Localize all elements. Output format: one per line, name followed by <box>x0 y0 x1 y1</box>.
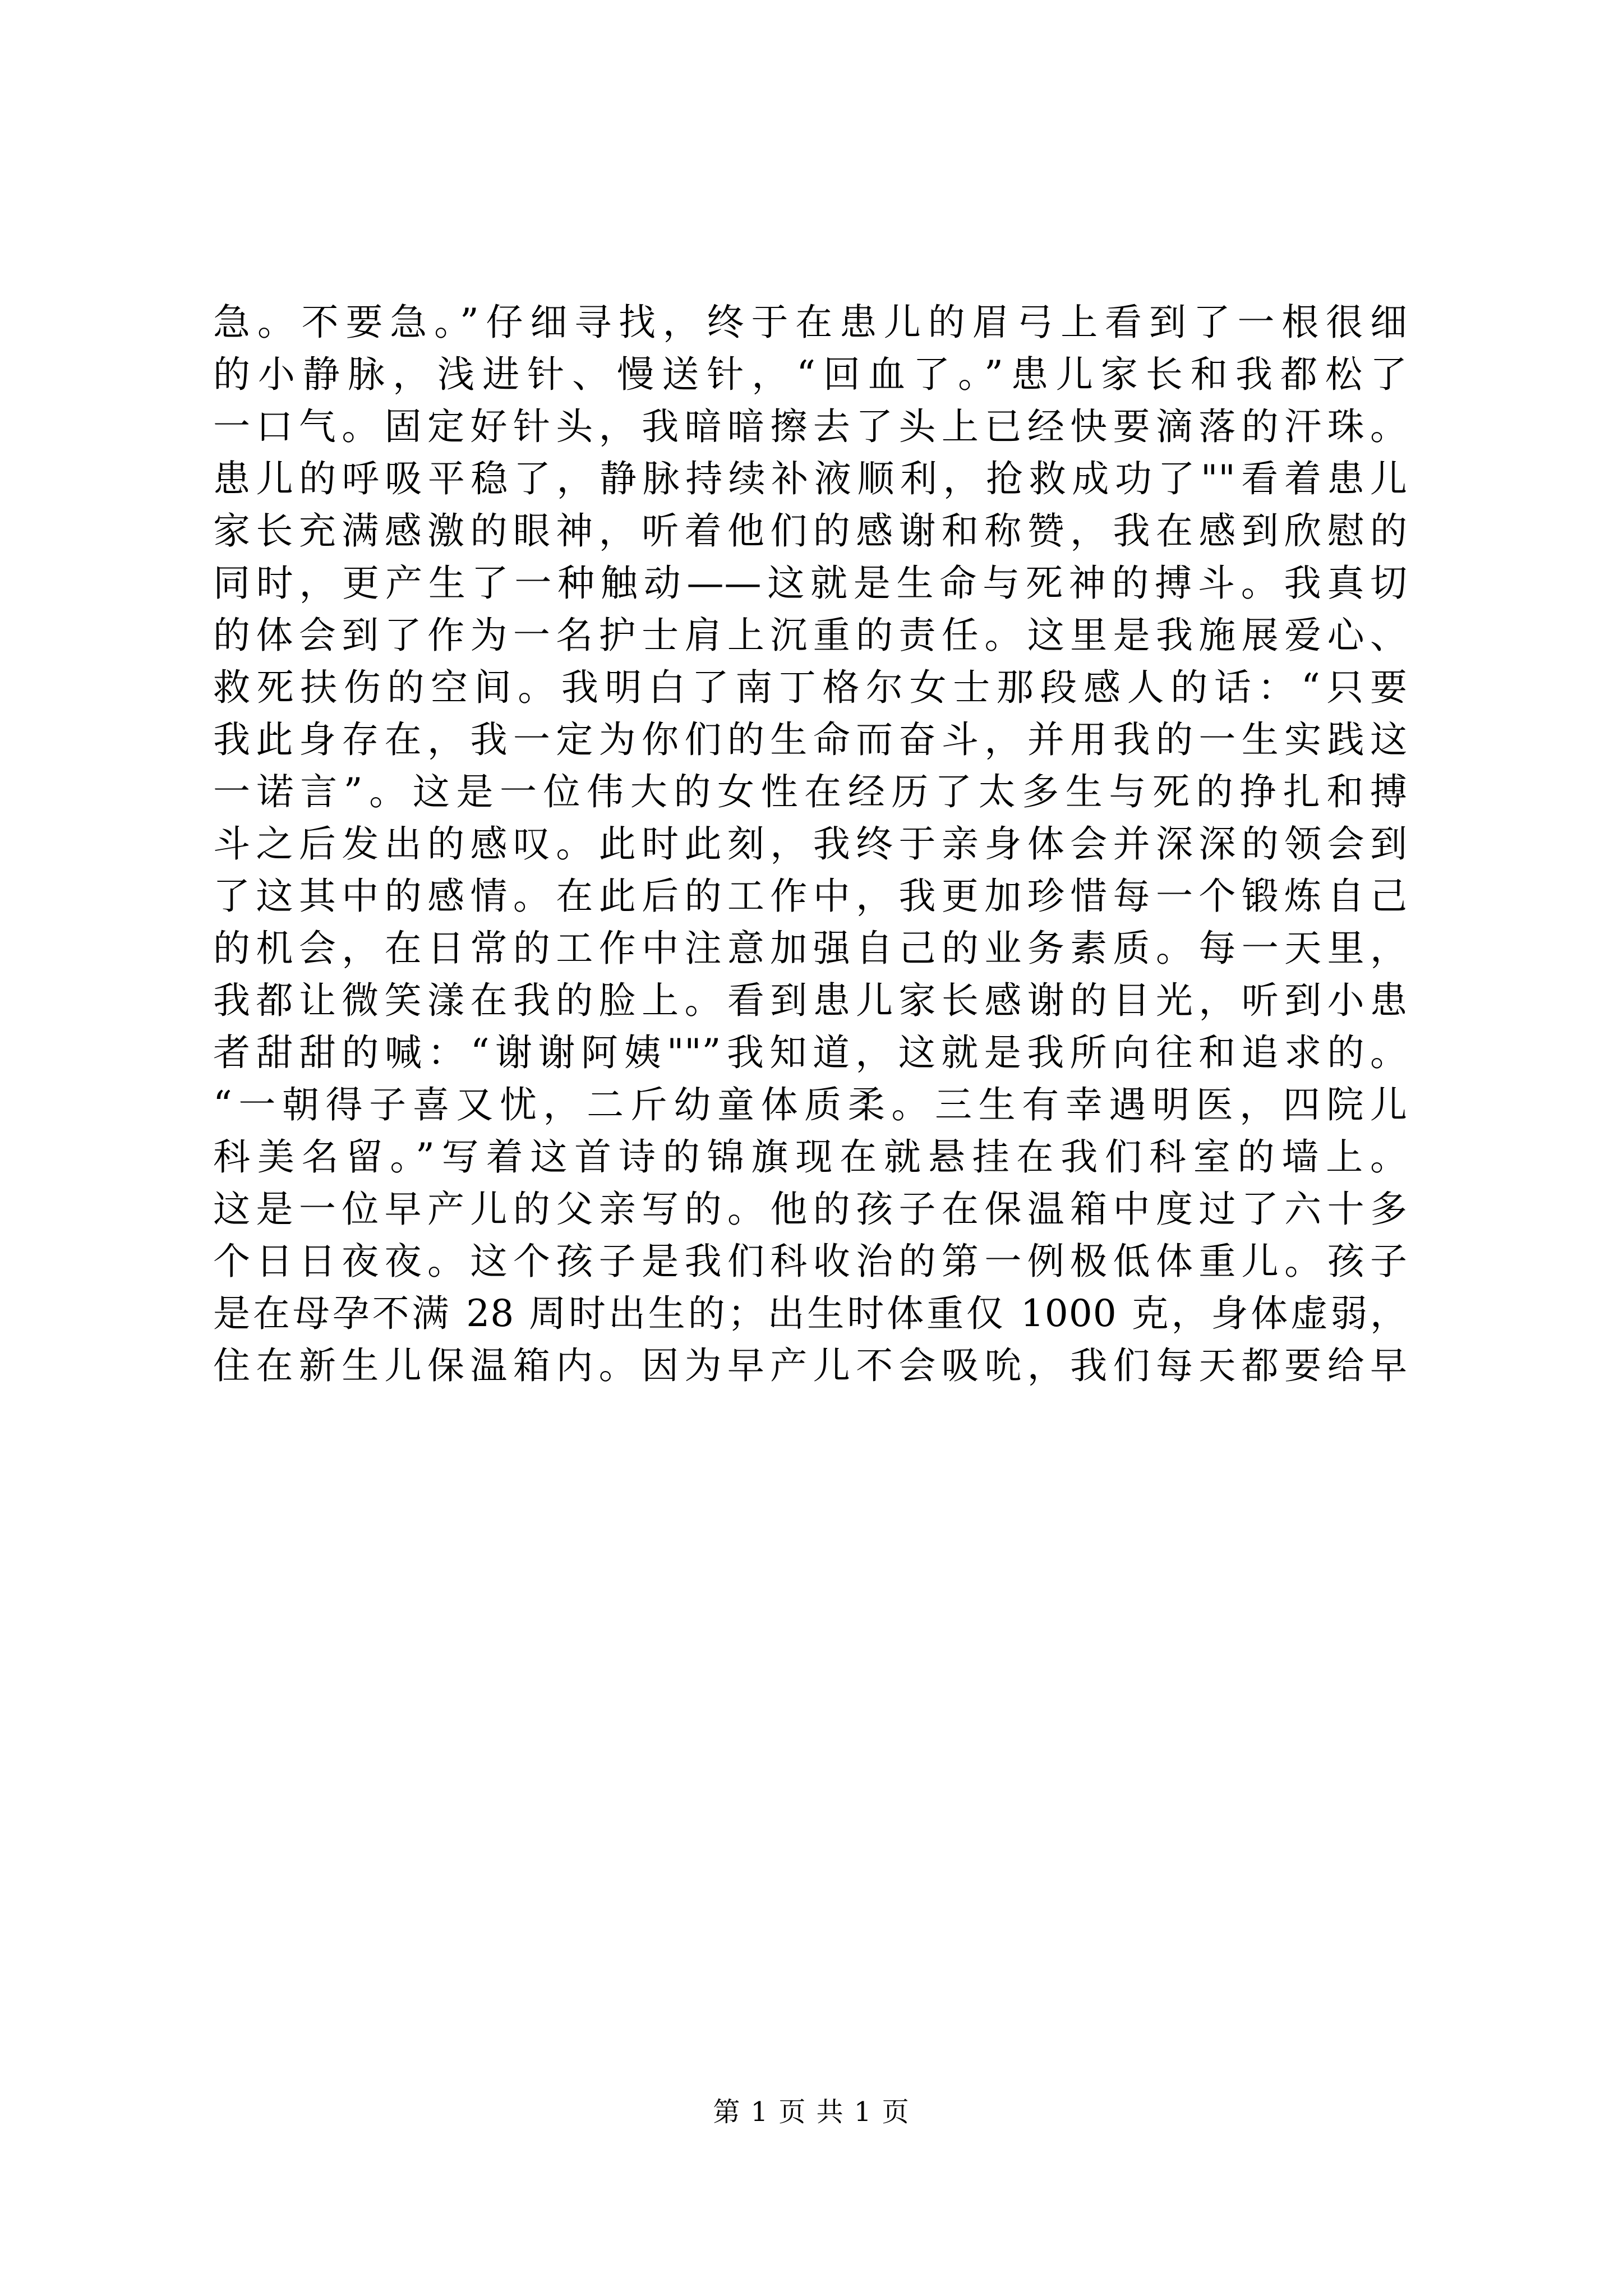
text-line: 我都让微笑漾在我的脸上。看到患儿家长感谢的目光，听到小患 <box>213 979 1408 1022</box>
page-footer: 第 1 页 共 1 页 <box>713 2096 910 2128</box>
text-line: 的体会到了作为一名护士肩上沉重的责任。这里是我施展爱心、 <box>213 614 1408 657</box>
text-line: 斗之后发出的感叹。此时此刻，我终于亲身体会并深深的领会到 <box>213 822 1408 866</box>
text-line: 我此身存在，我一定为你们的生命而奋斗，并用我的一生实践这 <box>213 718 1408 761</box>
text-line: 的机会，在日常的工作中注意加强自己的业务素质。每一天里， <box>213 927 1408 970</box>
text-line: 是在母孕不满 28 周时出生的；出生时体重仅 1000 克，身体虚弱， <box>213 1292 1408 1335</box>
text-line: 了这其中的感情。在此后的工作中，我更加珍惜每一个锻炼自己 <box>213 875 1408 918</box>
text-line: 个日日夜夜。这个孩子是我们科收治的第一例极低体重儿。孩子 <box>213 1240 1408 1283</box>
text-line: 同时，更产生了一种触动——这就是生命与死神的搏斗。我真切 <box>213 562 1408 605</box>
text-line: 救死扶伤的空间。我明白了南丁格尔女士那段感人的话：“只要 <box>213 666 1408 709</box>
text-line: 这是一位早产儿的父亲写的。他的孩子在保温箱中度过了六十多 <box>213 1188 1408 1231</box>
text-line: 急。不要急。”仔细寻找，终于在患儿的眉弓上看到了一根很细 <box>213 301 1408 344</box>
text-line: “一朝得子喜又忧，二斤幼童体质柔。三生有幸遇明医，四院儿 <box>213 1083 1408 1126</box>
text-line: 一口气。固定好针头，我暗暗擦去了头上已经快要滴落的汗珠。 <box>213 405 1408 448</box>
text-line: 科美名留。”写着这首诗的锦旗现在就悬挂在我们科室的墙上。 <box>213 1135 1408 1179</box>
text-line: 住在新生儿保温箱内。因为早产儿不会吸吮，我们每天都要给早 <box>213 1344 1408 1387</box>
text-line: 家长充满感激的眼神，听着他们的感谢和称赞，我在感到欣慰的 <box>213 509 1408 553</box>
text-line: 一诺言”。这是一位伟大的女性在经历了太多生与死的挣扎和搏 <box>213 770 1408 813</box>
text-line: 患儿的呼吸平稳了，静脉持续补液顺利，抢救成功了""看着患儿 <box>213 457 1408 500</box>
text-line: 的小静脉，浅进针、慢送针，“回血了。”患儿家长和我都松了 <box>213 353 1408 396</box>
text-line: 者甜甜的喊：“谢谢阿姨""”我知道，这就是我所向往和追求的。 <box>213 1031 1408 1074</box>
body-text <box>213 297 1408 1393</box>
